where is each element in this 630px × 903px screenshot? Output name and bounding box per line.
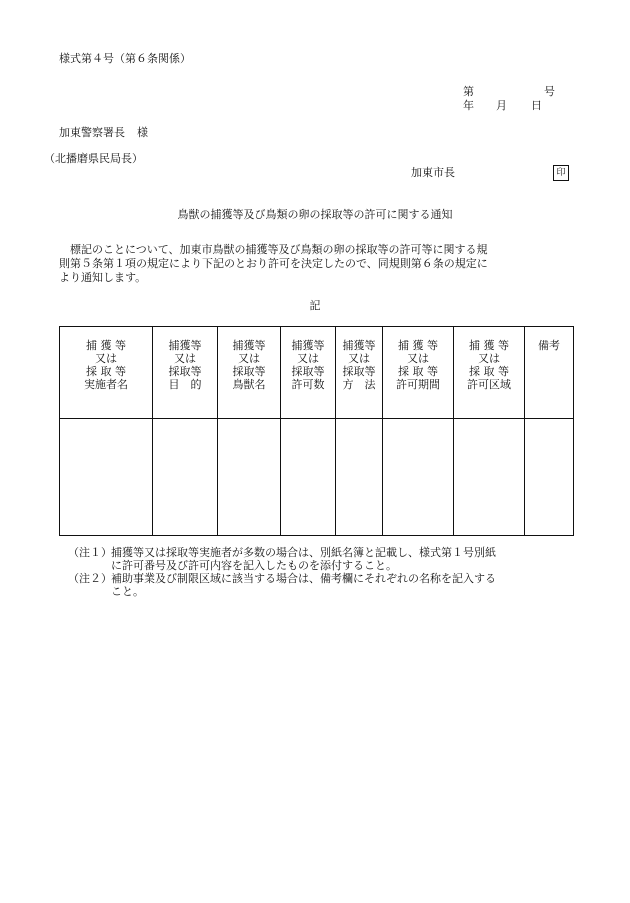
header-line: 採取等 (291, 365, 325, 378)
alt-addressee: （北播磨県民局長） (44, 152, 143, 165)
permit-table (59, 326, 574, 536)
notes (68, 546, 551, 598)
header-line: 採 取 等 (398, 365, 438, 378)
note-label: （注１） (68, 546, 112, 559)
header-cell-permit-area (454, 327, 525, 419)
table-cell (60, 419, 153, 536)
header-line: 捕獲等 (168, 339, 202, 352)
header-line: 採取等 (232, 365, 266, 378)
table-row (60, 419, 574, 536)
addressee-suffix: 様 (137, 126, 148, 139)
header-line: 採取等 (168, 365, 202, 378)
header-line: 鳥獣名 (232, 378, 266, 391)
header-line: 採取等 (342, 365, 376, 378)
table-header-row (60, 327, 574, 419)
note-label: （注２） (68, 572, 112, 585)
note-item (68, 572, 551, 598)
header-line: 捕 獲 等 (86, 339, 126, 352)
date-line (463, 99, 542, 113)
header-cell-species (218, 327, 281, 419)
note-line: 捕獲等又は採取等実施者が多数の場合は、別紙名簿と記載し、様式第１号別紙 (111, 546, 496, 559)
header-line: 捕獲等 (291, 339, 325, 352)
header-line: 捕獲等 (342, 339, 376, 352)
header-cell-implementer (60, 327, 153, 419)
table-cell (383, 419, 454, 536)
header-line: 又は (297, 352, 319, 365)
ki-heading: 記 (309, 299, 321, 312)
table-cell (336, 419, 383, 536)
date-month: 月 (496, 99, 507, 112)
body-line: より通知します。 (59, 271, 147, 284)
note-line: こと。 (111, 585, 144, 598)
note-text (111, 572, 551, 598)
note-text (111, 546, 551, 572)
header-line: 捕 獲 等 (469, 339, 509, 352)
document-title: 鳥獣の捕獲等及び鳥類の卵の採取等の許可に関する通知 (177, 208, 453, 221)
table-cell (281, 419, 336, 536)
header-cell-method (336, 327, 383, 419)
header-line: 実施者名 (84, 378, 128, 391)
body-paragraph (59, 243, 575, 285)
seal-stamp: 印 (553, 165, 569, 181)
document-number-line (463, 85, 555, 99)
header-line: 又は (95, 352, 117, 365)
table-cell (218, 419, 281, 536)
header-cell-remarks (525, 327, 574, 419)
table-cell (454, 419, 525, 536)
date-day: 日 (531, 99, 542, 112)
table-cell (153, 419, 218, 536)
header-line: 採 取 等 (469, 365, 509, 378)
date-year: 年 (463, 99, 474, 112)
addressee (59, 126, 148, 140)
sender-name: 加東市長 (411, 166, 455, 179)
note-line: に許可番号及び許可内容を記入したものを添付すること。 (111, 559, 397, 572)
addressee-name: 加東警察署長 (59, 126, 125, 139)
header-line: 採 取 等 (86, 365, 126, 378)
header-line: 捕獲等 (232, 339, 266, 352)
header-line: 目 的 (168, 378, 202, 391)
header-line: 又は (238, 352, 260, 365)
header-cell-permit-period (383, 327, 454, 419)
form-label: 様式第４号（第６条関係） (59, 52, 191, 65)
header-line: 方 法 (342, 378, 376, 391)
header-line: 又は (348, 352, 370, 365)
header-cell-permit-count (281, 327, 336, 419)
document-number-dai: 第 (463, 85, 474, 98)
header-line: 又は (478, 352, 500, 365)
body-line: 標記のことについて、加東市鳥獣の捕獲等及び鳥類の卵の採取等の許可等に関する規 (59, 243, 488, 256)
body-line: 則第５条第１項の規定により下記のとおり許可を決定したので、同規則第６条の規定に (59, 257, 488, 270)
header-line: 備考 (538, 339, 560, 352)
header-line: 捕 獲 等 (398, 339, 438, 352)
note-line: 補助事業及び制限区域に該当する場合は、備考欄にそれぞれの名称を記入する (111, 572, 496, 585)
header-line: 又は (174, 352, 196, 365)
header-cell-purpose (153, 327, 218, 419)
document-number-go: 号 (544, 85, 555, 98)
header-line: 許可期間 (396, 378, 440, 391)
table-cell (525, 419, 574, 536)
header-line: 許可区域 (467, 378, 511, 391)
header-line: 許可数 (291, 378, 325, 391)
header-line: 又は (407, 352, 429, 365)
note-item (68, 546, 551, 572)
